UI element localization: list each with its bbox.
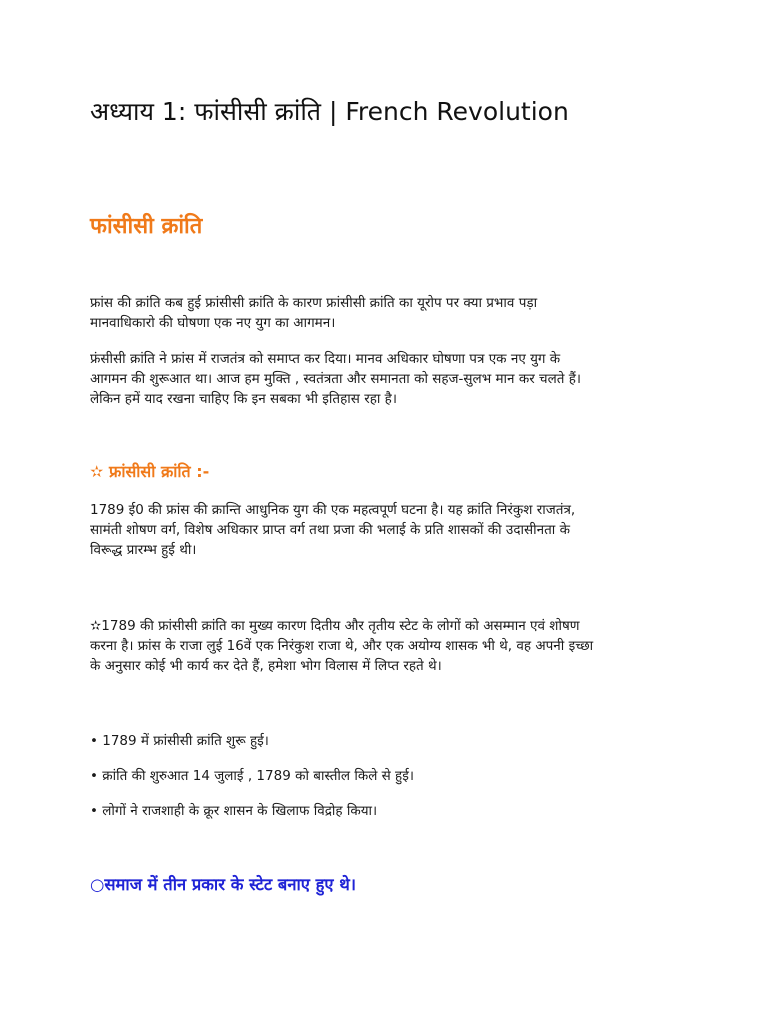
revolution-line-3: लेकिन हमें याद रखना चाहिए कि इन सबका भी इतिहास रहा है। <box>90 391 397 407</box>
society-heading: ○समाज में तीन प्रकार के स्टेट बनाए हुए थे। <box>90 875 357 894</box>
revolution-line-2: आगमन की शुरूआत था। आज हम मुक्ति , स्वतंत्रता और समानता को सहज-सुलभ मान कर चलते हैं। <box>90 371 582 387</box>
sub-heading: ✫ फ्रांसीसी क्रांति :- <box>90 462 210 481</box>
intro-line-1: फ्रांस की क्रांति कब हुई फ्रांसीसी क्रांति के कारण फ्रांसीसी क्रांति का यूरोप पर क्या प्रभाव पड़ा <box>90 295 538 311</box>
event-line-3: विरूद्ध प्रारम्भ हुई थी। <box>90 542 197 558</box>
intro-paragraph <box>90 293 690 333</box>
event-line-1: 1789 ई0 की फ्रांस की क्रान्ति आधुनिक युग की एक महत्वपूर्ण घटना है। यह क्रांति निरंकुश राजतंत्र, <box>90 502 576 518</box>
cause-line-1: ✫1789 की फ्रांसीसी क्रांति का मुख्य कारण दितीय और तृतीय स्टेट के लोगों को असम्मान एवं शोषण <box>90 618 580 634</box>
event-paragraph <box>90 500 690 560</box>
cause-line-3: के अनुसार कोई भी कार्य कर देते हैं, हमेशा भोग विलास में लिप्त रहते थे। <box>90 658 442 674</box>
section-heading: फांसीसी क्रांति <box>90 214 203 239</box>
list-item: • क्रांति की शुरुआत 14 जुलाई , 1789 को बास्तील किले से हुई। <box>90 768 414 784</box>
revolution-line-1: फ्रंसीसी क्रांति ने फ्रांस में राजतंत्र को समाप्त कर दिया। मानव अधिकार घोषणा पत्र एक नए युग के <box>90 351 561 367</box>
list-item: • 1789 में फ्रांसीसी क्रांति शुरू हुई। <box>90 733 269 749</box>
intro-line-2: मानवाधिकारो की घोषणा एक नए युग का आगमन। <box>90 315 336 331</box>
event-line-2: सामंती शोषण वर्ग, विशेष अधिकार प्राप्त वर्ग तथा प्रजा की भलाई के प्रति शासकों की उदासीनता के <box>90 522 570 538</box>
cause-line-2: करना है। फ्रांस के राजा लुई 16वें एक निरंकुश राजा थे, और एक अयोग्य शासक भी थे, वह अपनी इच्छा <box>90 638 594 654</box>
cause-paragraph <box>90 616 690 676</box>
list-item: • लोगों ने राजशाही के क्रूर शासन के खिलाफ विद्रोह किया। <box>90 803 378 819</box>
page-title: अध्याय 1: फांसीसी क्रांति | French Revolution <box>90 97 569 126</box>
revolution-paragraph <box>90 349 690 409</box>
